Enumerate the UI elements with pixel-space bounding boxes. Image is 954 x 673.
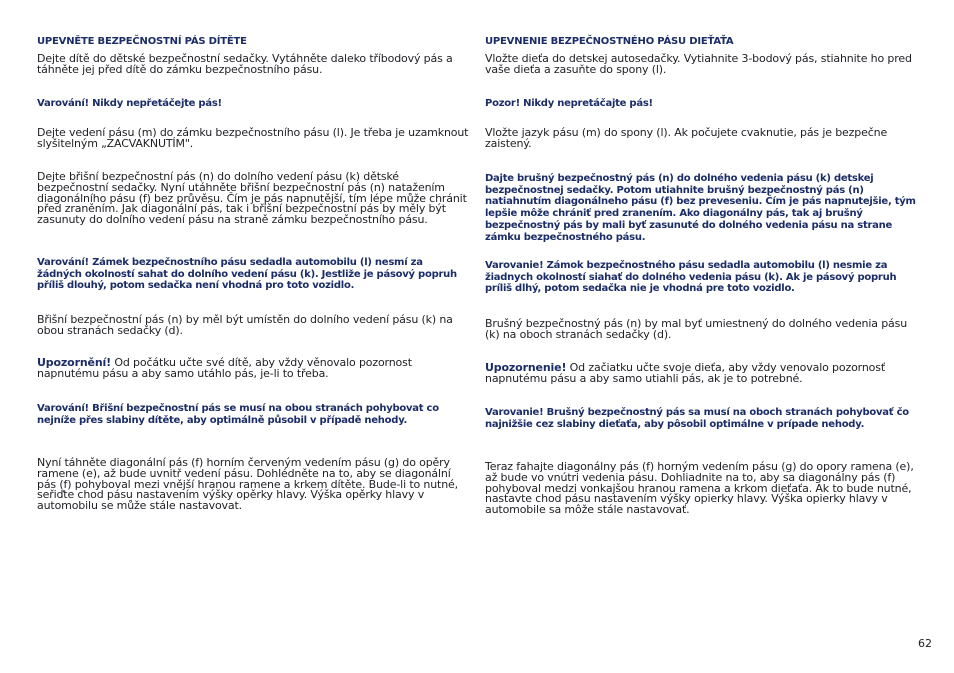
czech-note-lead: Upozornění! <box>37 356 112 369</box>
czech-paragraph-5: Nyní táhněte diagonální pás (f) horním červeným vedením pásu (g) do opěry ramene (e), až bude uvnitř vedení pásu. Dohlédněte na to, aby se diagonální pás (f) pohyboval mezi vnější hranou ramene a krkem dítěte. Bude-li to nutné, seřiďte chod pásu nastavením výšky opěrky hlavy. Výška opěrky hlavy v automobilu se může stále nastavovat. <box>37 456 459 513</box>
czech-note <box>37 358 469 380</box>
slovak-paragraph-2: Vložte jazyk pásu (m) do spony (l). Ak počujete cvaknutie, pás je bezpečne zaistený. <box>485 126 888 150</box>
czech-warning-buckle: Varování! Zámek bezpečnostního pásu sedadla automobilu (l) nesmí za žádných okolností sahat do dolního vedení pásu (k). Jestliže je pásový popruh příliš dlouhý, potom sedačka není vhodná pro toto vozidlo. <box>37 257 457 292</box>
slovak-paragraph-1: Vložte dieťa do detskej autosedačky. Vytiahnite 3-bodový pás, stiahnite ho pred vaše dieťa a zasuňte do spony (l). <box>485 52 912 76</box>
czech-heading: UPEVNĚTE BEZPEČNOSTNÍ PÁS DÍTĚTE <box>37 36 247 47</box>
czech-paragraph-4: Břišní bezpečnostní pás (n) by měl být umístěn do dolního vedení pásu (k) na obou stranách sedačky (d). <box>37 313 453 337</box>
slovak-paragraph-3: Brušný bezpečnostný pás (n) by mal byť umiestnený do dolného vedenia pásu (k) na oboch stranách sedačky (d). <box>485 317 908 341</box>
slovak-note-lead: Upozornenie! <box>485 361 567 374</box>
czech-note-text: Od počátku učte své dítě, aby vždy věnovalo pozornost napnutému pásu a aby samo utáhlo pás, je-li to třeba. <box>37 356 412 380</box>
slovak-note <box>485 363 917 385</box>
czech-paragraph-2: Dejte vedení pásu (m) do zámku bezpečnostního pásu (l). Je třeba je uzamknout slyšitelným „ZACVAKNUTÍM". <box>37 126 469 150</box>
slovak-warning-lap-belt: Varovanie! Brušný bezpečnostný pás sa musí na oboch stranách pohybovať čo najnižšie cez slabiny dieťaťa, aby pôsobil optimálne v prípade nehody. <box>485 407 909 430</box>
slovak-warning-buckle: Varovanie! Zámok bezpečnostného pásu sedadla automobilu (l) nesmie za žiadnych okolností siahať do dolného vedenia pásu (k). Ak je pásový popruh príliš dlhý, potom sedačka nie je vhodná pre toto vozidlo. <box>485 260 897 295</box>
slovak-paragraph-lap-belt-bold: Dajte brušný bezpečnostný pás (n) do dolného vedenia pásu (k) detskej bezpečnostnej sedačky. Potom utiahnite brušný bezpečnostný pás (n) natiahnutím diagonálneho pásu (f) bez preveseniu. Čím je pás napnutejšie, tým lepšie môže chrániť pred zranením. Ako diagonálny pás, tak aj brušný bezpečnostný pás by mali byť zasunuté do dolného vedenia pásu na strane zámku bezpečnostného pásu. <box>485 173 916 243</box>
slovak-note-text: Od začiatku učte svoje dieťa, aby vždy venovalo pozornosť napnutému pásu a aby samo utiahli pás, ak je to potrebné. <box>485 361 885 385</box>
slovak-heading: UPEVNENIE BEZPEČNOSTNÉHO PÁSU DIEŤAŤA <box>485 36 734 47</box>
slovak-warning-twist: Pozor! Nikdy nepretáčajte pás! <box>485 98 653 109</box>
czech-warning-lap-belt: Varování! Břišní bezpečnostní pás se musí na obou stranách pohybovat co nejníže přes slabiny dítěte, aby optimálně působil v případě nehody. <box>37 403 439 426</box>
page-number: 62 <box>918 637 932 650</box>
czech-paragraph-1: Dejte dítě do dětské bezpečnostní sedačky. Vytáhněte daleko tříbodový pás a táhněte jej před dítě do zámku bezpečnostního pásu. <box>37 52 453 76</box>
czech-warning-twist: Varování! Nikdy nepřetáčejte pás! <box>37 98 222 109</box>
czech-paragraph-3: Dejte břišní bezpečnostní pás (n) do dolního vedení pásu (k) dětské bezpečnostní sedačky. Nyní utáhněte břišní bezpečnostní pás (n) natažením diagonálního pásu (f) bez průvěsu. Čím je pás napnutější, tím lépe může chránit před zraněním. Jak diagonální pás, tak i břišní bezpečnostní pás by měly být zasunuty do dolního vedení pásu na straně zámku bezpečnostního pásu. <box>37 170 467 227</box>
slovak-paragraph-4: Teraz fahajte diagonálny pás (f) horným vedením pásu (g) do opory ramena (e), až bude vo vnútri vedenia pásu. Dohliadnite na to, aby sa diagonálny pás (f) pohyboval medzi vonkajšou hranou ramena a krkom dieťaťa. Ak to bude nutné, nastavte chod pásu nastavením výšky opierky hlavy. Výška opierky hlavy v automobile sa môže stále nastavovať. <box>485 460 914 517</box>
